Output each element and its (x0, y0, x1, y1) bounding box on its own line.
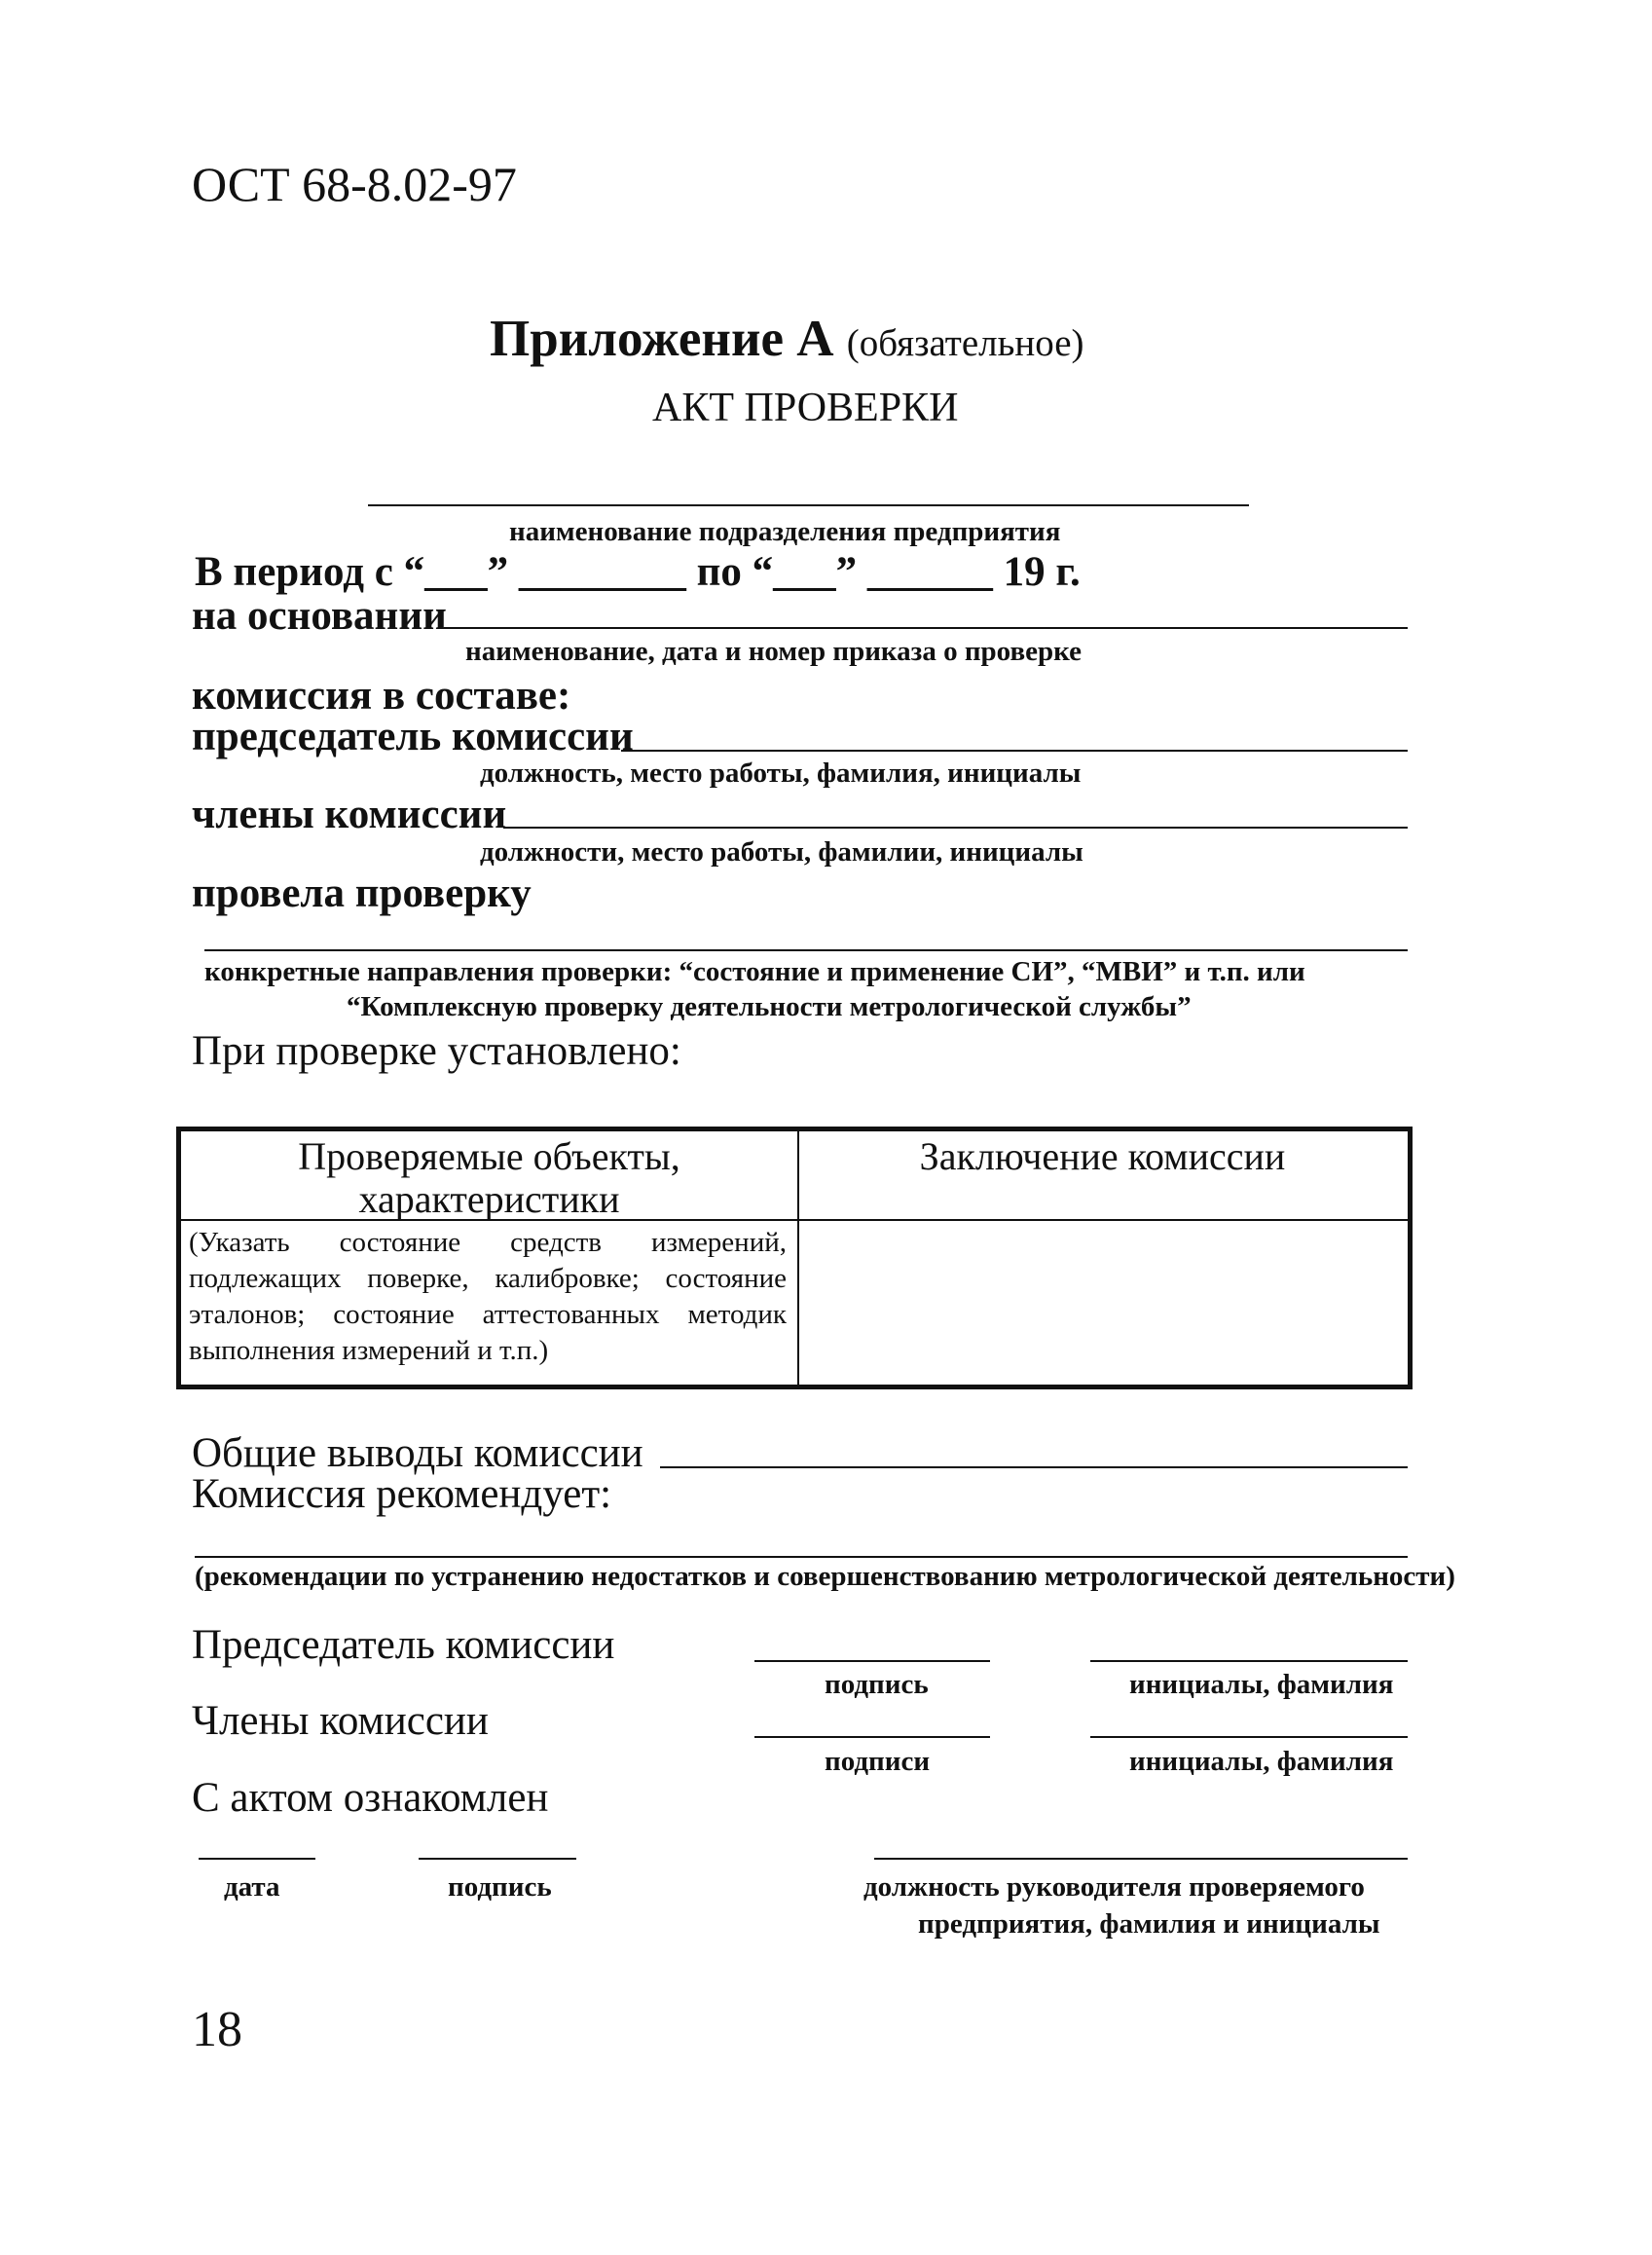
appendix-label: Приложение А (490, 311, 834, 367)
appendix-note: (обязательное) (846, 322, 1084, 364)
act-title: АКТ ПРОВЕРКИ (652, 386, 959, 430)
recommends-label: Комиссия рекомендует: (192, 1471, 612, 1517)
sign-caption: подпись (448, 1871, 552, 1903)
acquainted-label: С актом ознакомлен (192, 1775, 549, 1821)
recommends-field-line[interactable] (195, 1556, 1408, 1558)
chairman-field-line[interactable] (621, 750, 1408, 752)
chairman-signature-line[interactable] (754, 1660, 990, 1662)
members-name-line[interactable] (1090, 1736, 1408, 1738)
members-caption: должности, место работы, фамилии, инициалы (480, 836, 1083, 868)
table-header-objects (181, 1131, 797, 1219)
members-name-caption: инициалы, фамилия (1129, 1746, 1394, 1777)
acquainted-date-line[interactable] (199, 1858, 315, 1860)
basis-label: на основании (192, 593, 447, 639)
commission-label: комиссия в составе: (192, 673, 571, 719)
chairman-caption: должность, место работы, фамилия, инициалы (480, 758, 1082, 789)
conducted-label: провела проверку (192, 870, 532, 916)
subdivision-caption: наименование подразделения предприятия (509, 516, 1061, 547)
sign-members-label: Члены комиссии (192, 1698, 489, 1744)
general-conclusions-field-line[interactable] (660, 1466, 1408, 1468)
basis-field-line[interactable] (444, 627, 1408, 629)
subdivision-field-line[interactable] (368, 504, 1249, 506)
position-caption-line1: должность руководителя проверяемого (863, 1871, 1365, 1903)
position-caption-line2: предприятия, фамилия и инициалы (918, 1908, 1380, 1940)
recommends-caption: (рекомендации по устранению недостатков и совершенствованию метрологической деятельности) (195, 1561, 1455, 1592)
members-signature-line[interactable] (754, 1736, 990, 1738)
date-caption: дата (224, 1871, 280, 1903)
document-code: ОСТ 68-8.02-97 (192, 157, 517, 211)
table-header-conclusion: Заключение комиссии (919, 1134, 1286, 1178)
table-header-objects-line2: характеристики (358, 1177, 620, 1221)
direction-caption-line2: “Комплексную проверку деятельности метрологической службы” (347, 991, 1192, 1022)
table-header-objects-line1: Проверяемые объекты, (298, 1134, 680, 1178)
chairman-name-caption: инициалы, фамилия (1129, 1669, 1394, 1700)
table-objects-note: (Указать состояние средств измерений, подлежащих поверке, калибровке; состояние эталонов; состояние аттестованных методик выполнения измерений и т.п.) (189, 1227, 787, 1366)
page-number: 18 (192, 2002, 242, 2057)
check-results-table (176, 1127, 1413, 1389)
basis-caption: наименование, дата и номер приказа о проверке (465, 636, 1082, 667)
period-line: В период с “___” ________ по “___” ______ 19 г. (195, 549, 1081, 595)
members-label: члены комиссии (192, 792, 507, 837)
direction-field-line[interactable] (204, 949, 1408, 951)
general-conclusions-label: Общие выводы комиссии (192, 1430, 643, 1476)
chairman-label: председатель комиссии (192, 714, 634, 759)
established-label: При проверке установлено: (192, 1028, 681, 1074)
sign-chairman-label: Председатель комиссии (192, 1622, 615, 1668)
chairman-sign-caption: подпись (825, 1669, 929, 1700)
acquainted-position-line[interactable] (874, 1858, 1408, 1860)
members-sign-caption: подписи (825, 1746, 931, 1777)
appendix-title (490, 310, 1084, 368)
chairman-name-line[interactable] (1090, 1660, 1408, 1662)
acquainted-signature-line[interactable] (419, 1858, 576, 1860)
direction-caption-line1: конкретные направления проверки: “состояние и применение СИ”, “МВИ” и т.п. или (204, 956, 1305, 987)
members-field-line[interactable] (503, 827, 1408, 829)
